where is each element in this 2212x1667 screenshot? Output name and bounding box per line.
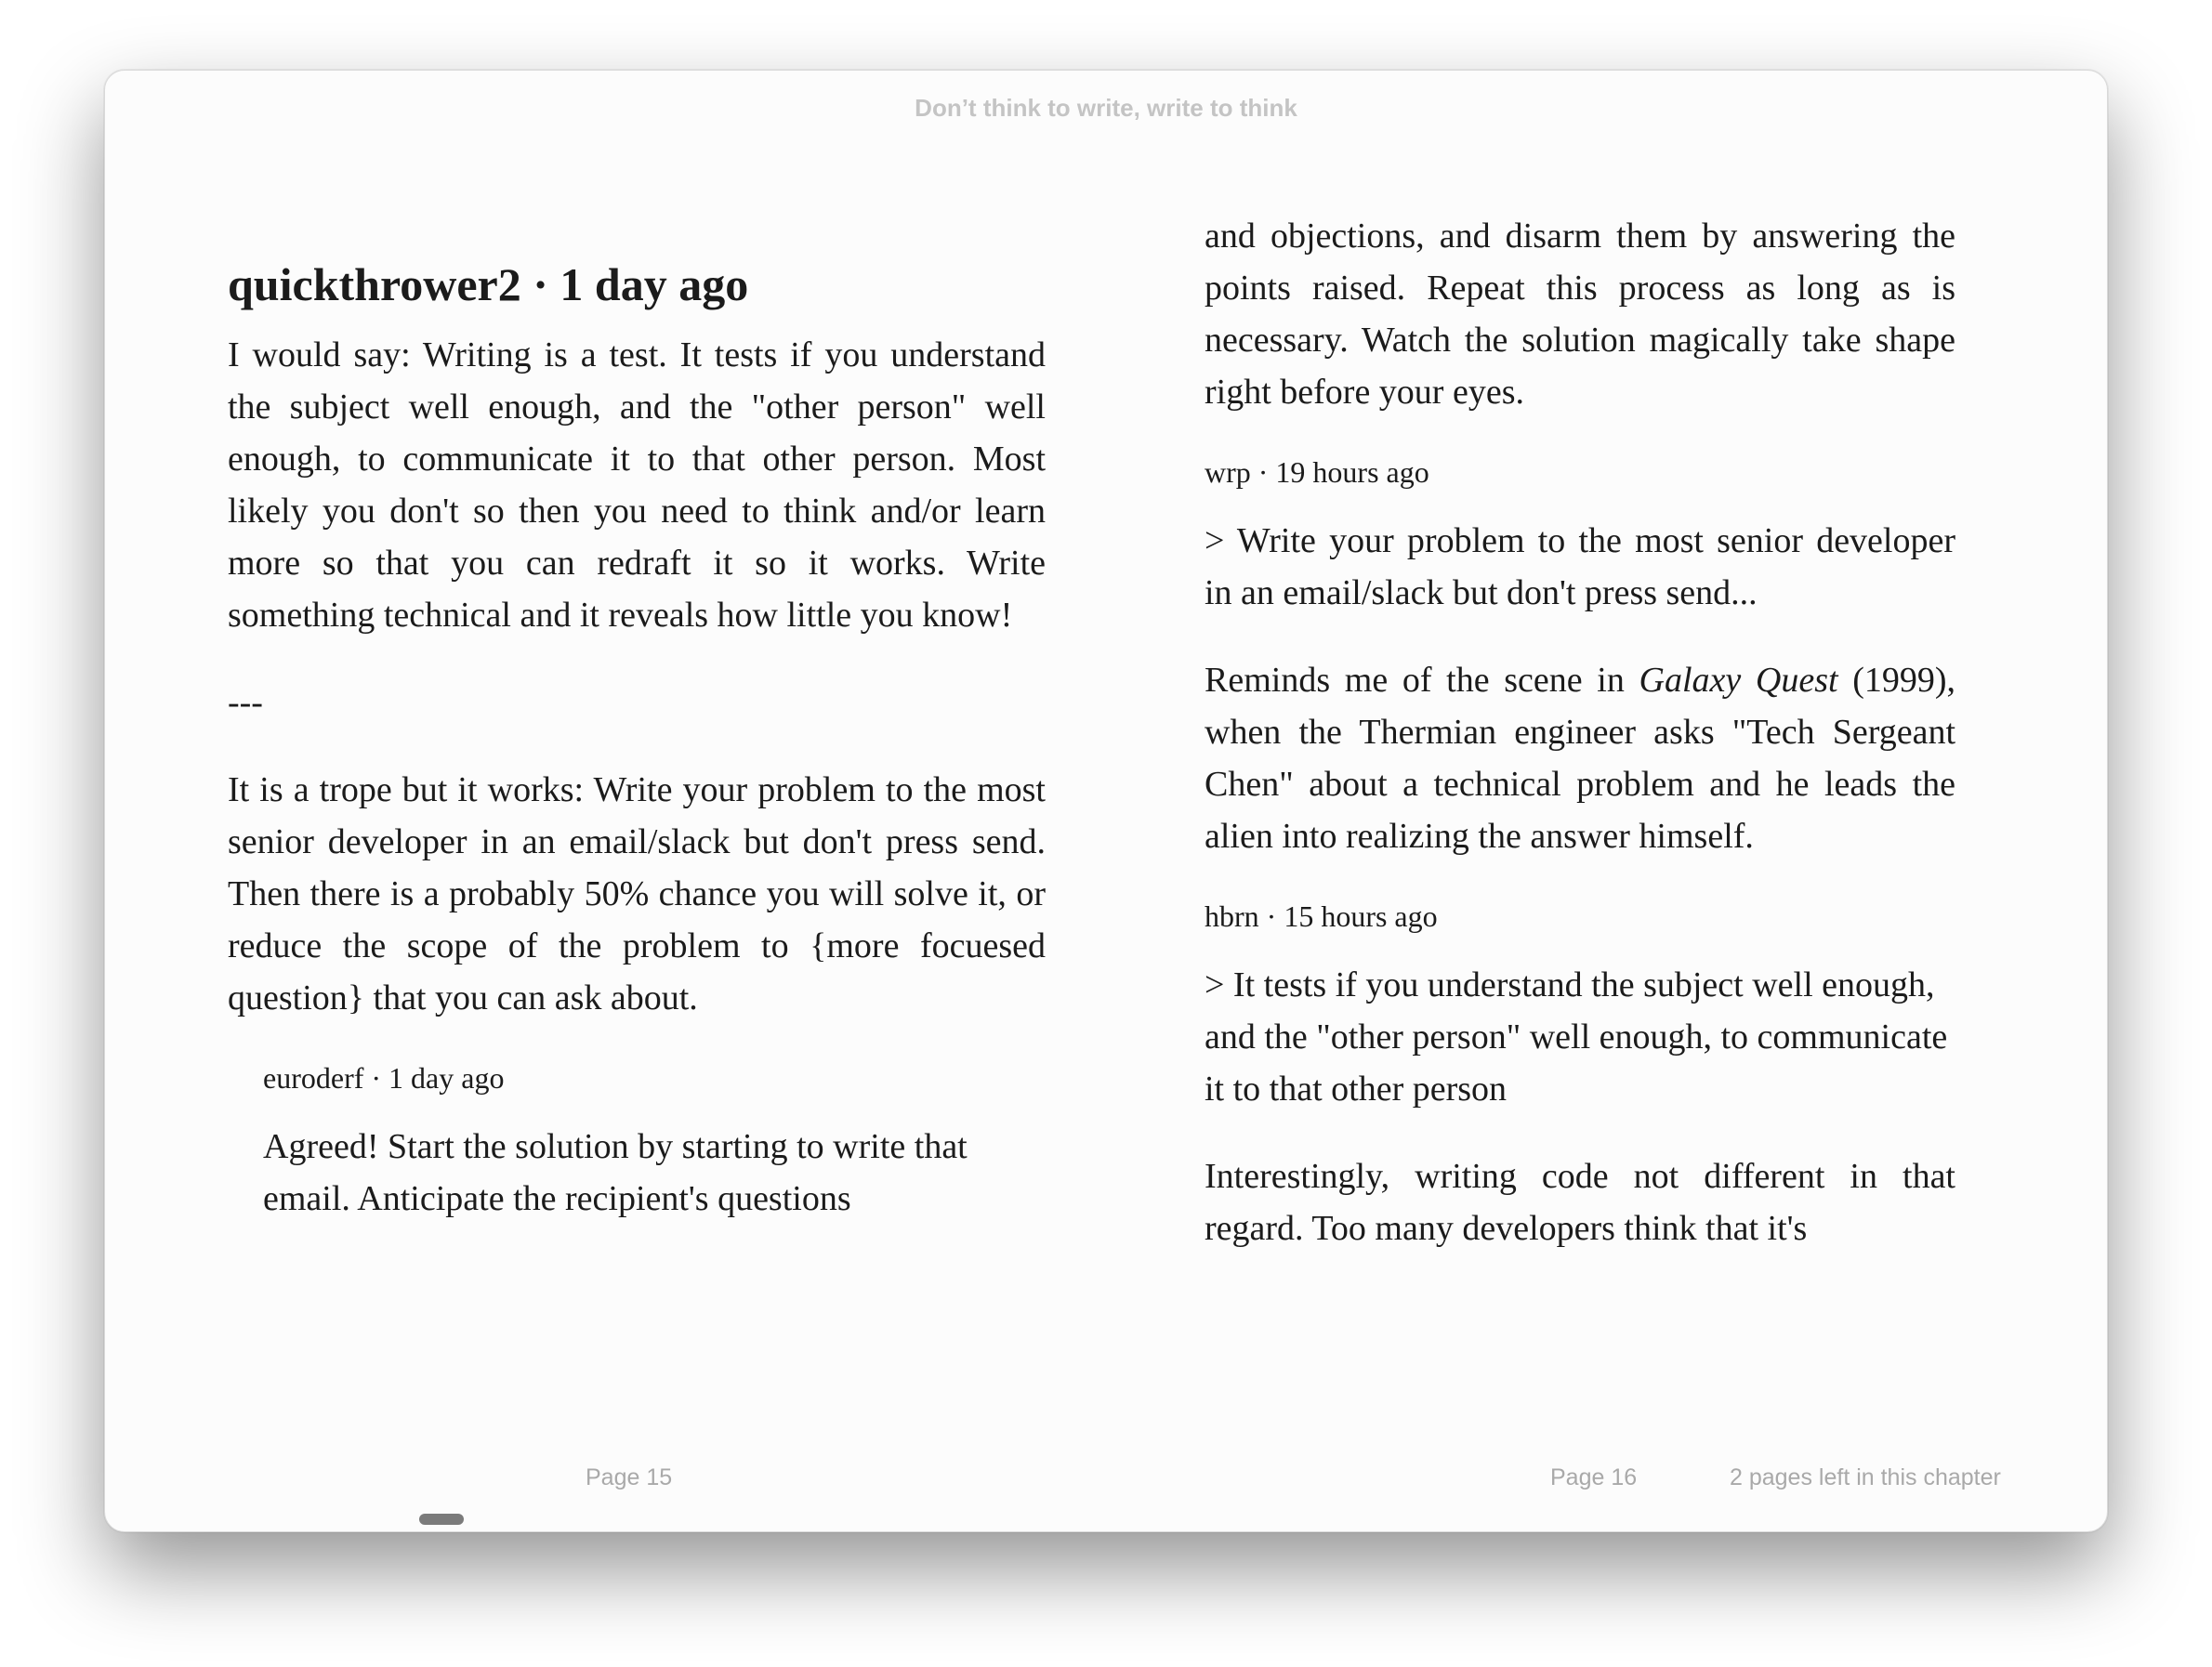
comment-paragraph: I would say: Writing is a test. It tests if you understand the subject well enough, and the "other person" well enough, to communicate it to that other person. Most likely you don't so then you need to think and/or learn more so that you can redraft it so it works. Write something technical and it reveals how little you know! <box>228 335 1046 635</box>
reply-text: Agreed! Start the solution by starting to write that email. Anticipate the recipient's questions <box>263 1127 968 1218</box>
quote-text: > Write your problem to the most senior developer in an email/slack but don't press send... <box>1205 521 1955 612</box>
pages-left-label: 2 pages left in this chapter <box>1730 1464 2001 1490</box>
text-segment: (1999), when the Thermian engineer asks "Tech Sergeant Chen" about a technical problem and he leads the alien into realizing the answer himself. <box>1205 661 1956 856</box>
comment-meta: wrp · 19 hours ago <box>1205 455 1429 489</box>
right-page-number: Page 16 <box>1550 1464 1638 1490</box>
separator-text: --- <box>228 683 263 722</box>
text-segment: Reminds me of the scene in <box>1205 661 1639 700</box>
left-page[interactable] <box>228 256 1046 1260</box>
comment-paragraph: It is a trope but it works: Write your problem to the most senior developer in an email/slack but don't press send. Then there is a probably 50% chance you will solve it, or reduce the scope of the problem to {more focuesed question} that you can ask about. <box>228 770 1046 1017</box>
reply-thread <box>228 1059 1046 1225</box>
continued-paragraph: and objections, and disarm them by answering the points raised. Repeat this process as long as is necessary. Watch the solution magically take shape right before your eyes. <box>1205 217 1955 412</box>
left-page-number: Page 15 <box>586 1464 673 1490</box>
quote-text: > It tests if you understand the subject well enough, and the "other person" well enough, to communicate it to that other person <box>1205 965 1948 1109</box>
comment-author-heading: quickthrower2 · 1 day ago <box>228 258 749 310</box>
reply-meta: euroderf · 1 day ago <box>263 1061 505 1095</box>
page-scrubber-handle[interactable] <box>419 1514 464 1525</box>
comment-meta: hbrn · 15 hours ago <box>1205 899 1438 933</box>
reader-window <box>104 70 2108 1532</box>
comment-paragraph: Interestingly, writing code not different in that regard. Too many developers think that it's <box>1205 1157 1955 1248</box>
book-title: Don’t think to write, write to think <box>915 94 1297 122</box>
right-page[interactable] <box>1205 210 1955 1290</box>
comment-paragraph <box>1205 654 1955 862</box>
movie-title: Galaxy Quest <box>1639 661 1838 700</box>
